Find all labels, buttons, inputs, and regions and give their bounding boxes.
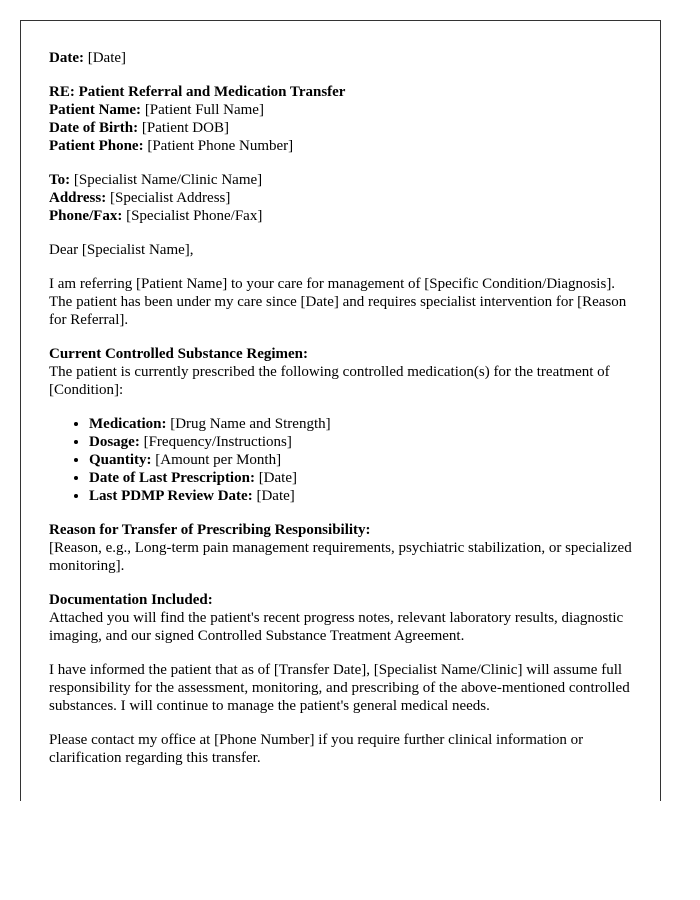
documentation-heading: Documentation Included: [49,592,213,608]
list-item: • Date of Last Prescription: [Date] [89,469,632,487]
letter-page [20,20,661,801]
re-block: RE: Patient Referral and Medication Transfer Patient Name: [Patient Full Name] Date of Birth: [Patient DOB] Patient Phone: [Patient Phone Number] [49,84,346,154]
list-item: • Dosage: [Frequency/Instructions] [89,433,632,451]
medication-list [49,415,632,505]
recipient-phone-fax: [Specialist Phone/Fax] [126,208,263,224]
list-item: • Medication: [Drug Name and Strength] [89,415,632,433]
list-item: • Last PDMP Review Date: [Date] [89,487,632,505]
reason-text: [Reason, e.g., Long-term pain management requirements, psychiatric stabilization, or specialized monitoring]. [49,540,632,574]
contact-paragraph: Please contact my office at [Phone Number] if you require further clinical information or clarification regarding this transfer. [49,732,584,766]
patient-name: [Patient Full Name] [144,102,264,118]
date-line: Date: [Date] [49,50,127,66]
regimen-heading: Current Controlled Substance Regimen: [49,346,309,362]
patient-phone: [Patient Phone Number] [147,138,294,154]
transfer-notice: I have informed the patient that as of [Transfer Date], [Specialist Name/Clinic] will assume full responsibility for the assessment, monitoring, and prescribing of the above-mentioned controlled substances. I will continue to manage the patient's general medical needs. [49,662,630,714]
recipient-name: [Specialist Name/Clinic Name] [73,172,263,188]
re-title: RE: Patient Referral and Medication Transfer [49,84,346,100]
recipient-address: [Specialist Address] [109,190,231,206]
salutation: Dear [Specialist Name], [49,242,194,258]
documentation-section [49,591,632,645]
intro-paragraph: I am referring [Patient Name] to your care for management of [Specific Condition/Diagnosis]. The patient has been under my care since [Date] and requires specialist intervention for [Reason for Referral]. [49,276,627,328]
list-item: • Quantity: [Amount per Month] [89,451,632,469]
documentation-text: Attached you will find the patient's recent progress notes, relevant laboratory results, diagnostic imaging, and our signed Controlled Substance Treatment Agreement. [49,610,624,644]
reason-section [49,521,632,575]
regimen-section [49,345,632,399]
patient-dob: [Patient DOB] [141,120,229,136]
recipient-block: To: [Specialist Name/Clinic Name] Address: [Specialist Address] Phone/Fax: [Specialist Phone/Fax] [49,172,263,224]
reason-heading: Reason for Transfer of Prescribing Responsibility: [49,522,371,538]
regimen-text: The patient is currently prescribed the following controlled medication(s) for the treatment of [Condition]: [49,364,610,398]
